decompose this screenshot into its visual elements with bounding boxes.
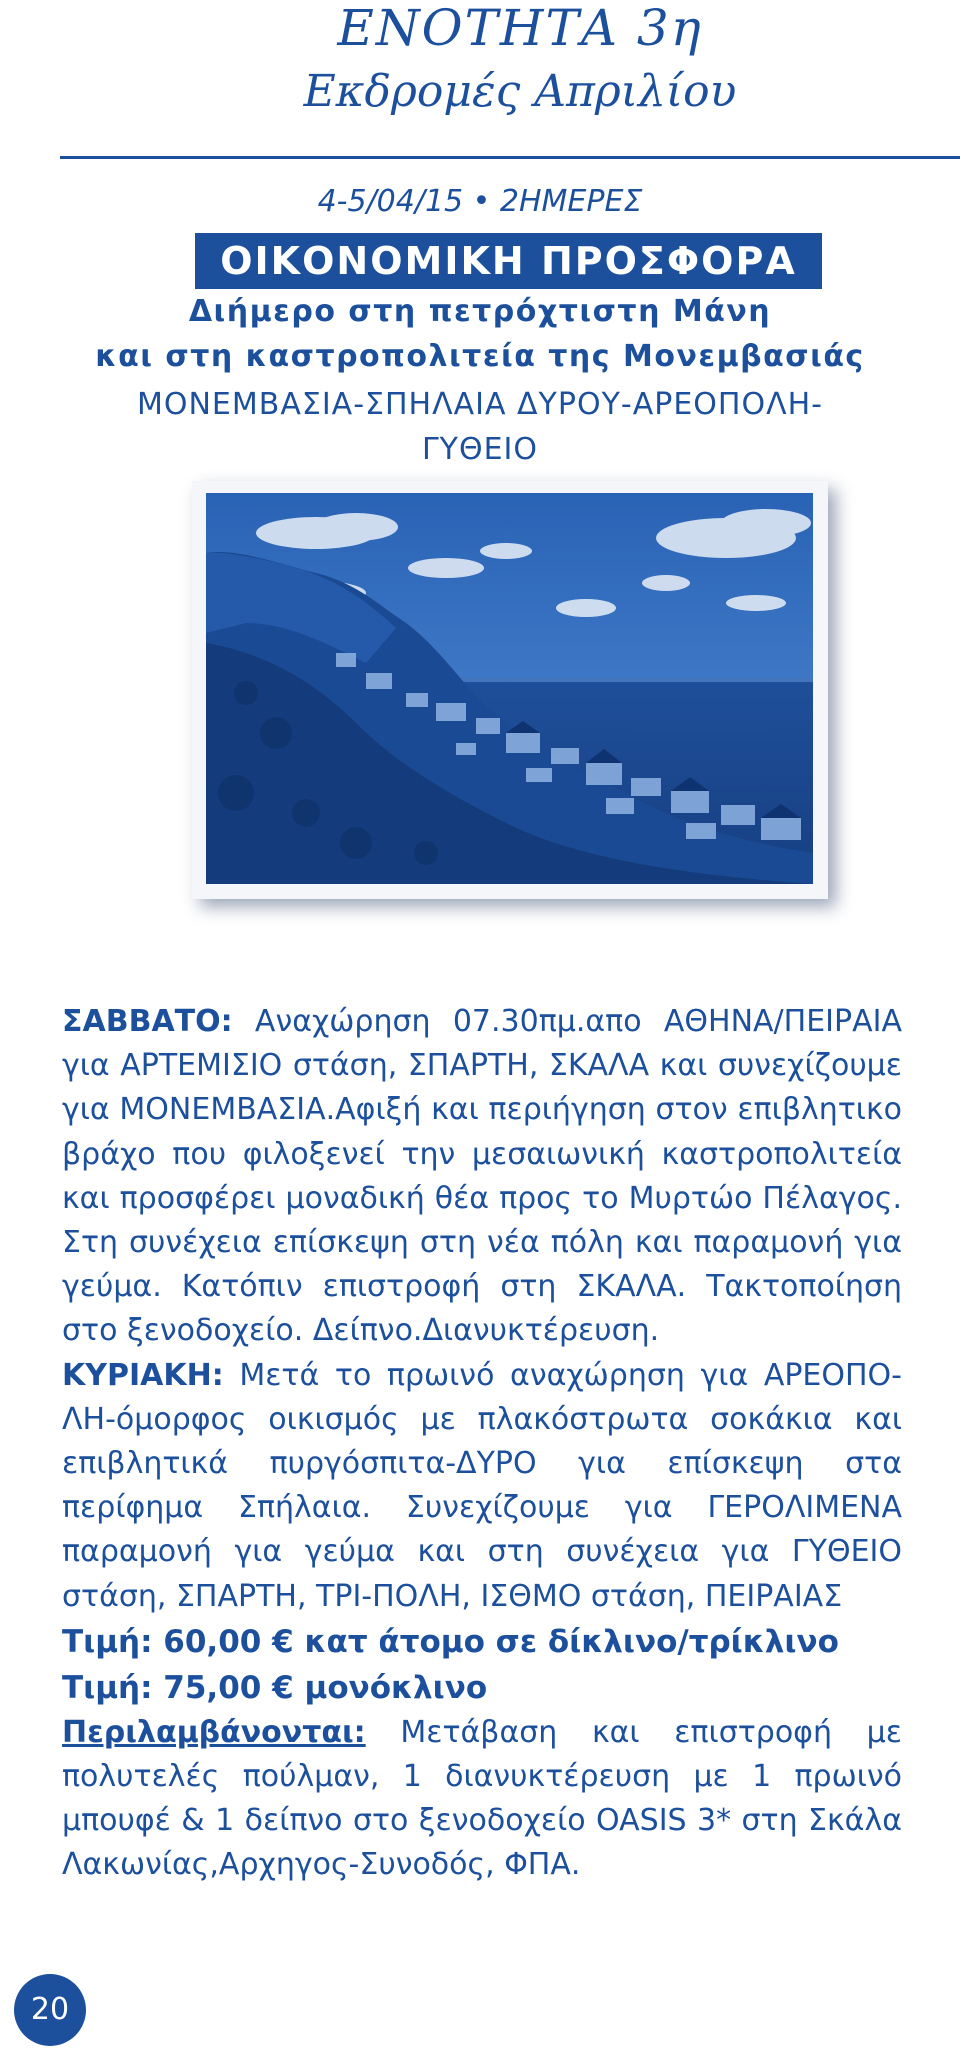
- includes-paragraph: [62, 1711, 902, 1888]
- section-subtitle: Εκδρομές Απριλίου: [303, 66, 737, 117]
- page-number-badge: 20: [14, 1974, 86, 2046]
- trip-subtitle-line1: Διήμερο στη πετρόχτιστη Μάνη: [188, 294, 772, 329]
- sunday-label: ΚΥΡΙΑΚΗ:: [62, 1357, 224, 1393]
- offer-banner: ΟΙΚΟΝΟΜΙΚΗ ΠΡΟΣΦΟΡΑ: [195, 233, 822, 289]
- saturday-paragraph: [62, 1000, 902, 1354]
- price-double-triple: Τιμή: 60,00 € κατ άτομο σε δίκλινο/τρίκλινο: [62, 1623, 839, 1660]
- trip-route: [60, 382, 900, 472]
- saturday-label: ΣΑΒΒΑΤΟ:: [62, 1004, 233, 1039]
- sunday-paragraph: [62, 1354, 902, 1619]
- saturday-text: Αναχώρηση 07.30πμ.απο ΑΘΗΝΑ/ΠΕΙΡΑΙΑ για ΑΡΤΕΜΙΣΙΟ στάση, ΣΠΑΡΤΗ, ΣΚΑΛΑ και συνεχίζουμε για ΜΟΝΕΜΒΑΣΙΑ.Αφιξή και περιήγηση στον επιβλητικο βράχο που φιλοξενεί την μεσαιωνική καστροπολιτεία και προσφέρει μοναδική θέα προς το Μυρτώο Πέλαγος. Στη συνέχεια επίσκεψη στη νέα πόλη και παραμονή για γεύμα. Κατόπιν επιστροφή στη ΣΚΑΛΑ. Τακτοποίηση στο ξενοδοχείο. Δείπνο.Διανυκτέρευση.: [62, 1004, 902, 1349]
- section-title: ΕΝΟΤΗΤΑ 3η: [337, 0, 703, 57]
- title-divider: [60, 156, 960, 159]
- includes-text: Μετάβαση και επιστροφή με πολυτελές πούλμαν, 1 διανυκτέρευση με 1 πρωινό μπουφέ & 1 δείπνο στο ξενοδοχείο OASIS 3* στη Σκάλα Λακωνίας,Αρχηγος-Συνοδός, ΦΠΑ.: [62, 1714, 902, 1883]
- itinerary-text: [62, 1000, 902, 1888]
- trip-route-line2: ΓΥΘΕΙΟ: [421, 432, 539, 467]
- trip-route-line1: ΜΟΝΕΜΒΑΣΙΑ-ΣΠΗΛΑΙΑ ΔΥΡΟΥ-ΑΡΕΟΠΟΛΗ-: [136, 387, 824, 422]
- monemvasia-photo: [206, 493, 813, 884]
- sunday-text: Μετά το πρωινό αναχώρηση για ΑΡΕΟΠΟ-ΛΗ-όμορφος οικισμός με πλακόστρωτα σοκάκια και επιβλητικά πυργόσπιτα-ΔΥΡΟ για επίσκεψη στα περίφημα Σπήλαια. Συνεχίζουμε για ΓΕΡΟΛΙΜΕΝΑ παραμονή για γεύμα και στη συνέχεια για ΓΥΘΕΙΟ στάση, ΣΠΑΡΤΗ, ΤΡΙ-ΠΟΛΗ, ΙΣΘΜΟ στάση, ΠΕΙΡΑΙΑΣ: [62, 1357, 902, 1614]
- trip-dates: 4-5/04/15 • 2ΗΜΕΡΕΣ: [317, 184, 643, 219]
- includes-label: Περιλαμβάνονται:: [62, 1714, 366, 1750]
- trip-subtitle-line2: και στη καστροπολιτεία της Μονεμβασιάς: [95, 339, 865, 374]
- price-single: Τιμή: 75,00 € μονόκλινο: [62, 1669, 488, 1706]
